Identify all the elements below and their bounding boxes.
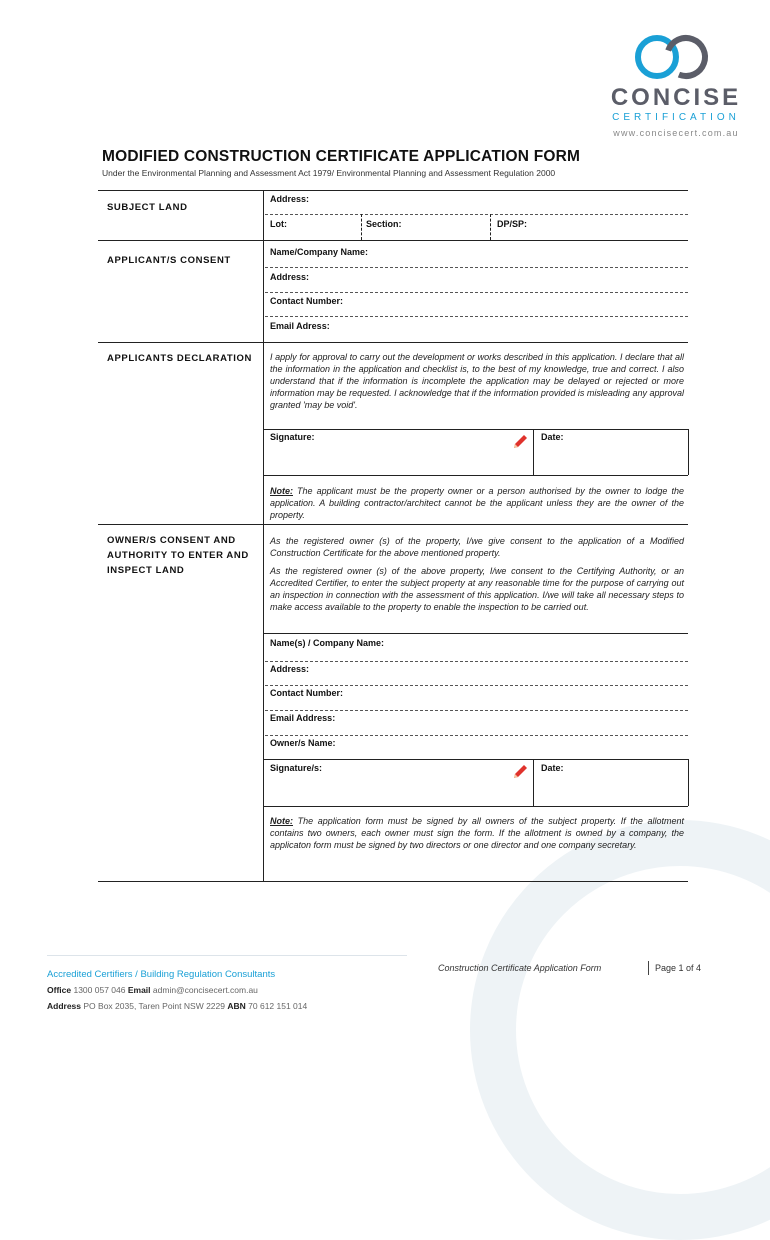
abn-label: ABN	[227, 1001, 246, 1011]
field-divider	[265, 292, 688, 293]
field-divider	[265, 661, 688, 662]
note-label: Note:	[270, 816, 293, 826]
field-name-company-label: Name/Company Name:	[270, 247, 369, 257]
signature-box-right	[688, 759, 689, 806]
field-divider	[361, 214, 362, 240]
signature-date-divider	[533, 759, 534, 806]
field-divider	[265, 214, 688, 215]
field-section-label: Section:	[366, 219, 402, 229]
pencil-icon	[511, 763, 529, 781]
logo-name: CONCISE	[610, 84, 742, 111]
owner-consent-text: As the registered owner (s) of the property, I/we give consent to the application of a Modified Construction Certificate for the above mentioned property.	[270, 536, 684, 558]
owner-label-line: AUTHORITY TO ENTER AND	[107, 550, 249, 561]
field-divider	[265, 267, 688, 268]
signature-box-top	[263, 759, 688, 760]
footer-form-name: Construction Certificate Application Form	[438, 963, 602, 973]
abn-number: 70 612 151 014	[248, 1001, 308, 1011]
table-top-border	[98, 190, 688, 191]
footer-separator	[648, 961, 649, 975]
field-date-label: Date:	[541, 432, 564, 442]
note-text: The application form must be signed by all owners of the subject property. If the allotment contains two owners, each owner must sign the form. If the allotment is owned by a company, the applicaton form must be signed by two directors or one director and one company secretary.	[270, 816, 684, 850]
field-divider	[265, 710, 688, 711]
address-label: Address	[47, 1001, 82, 1011]
field-address-label: Address:	[270, 272, 310, 282]
footer-rule	[47, 955, 407, 956]
section-label-owner	[107, 533, 249, 578]
field-lot-label: Lot:	[270, 219, 287, 229]
section-label-subject-land: SUBJECT LAND	[107, 202, 188, 213]
field-owners-name-label: Owner/s Name:	[270, 738, 336, 748]
page-subtitle: Under the Environmental Planning and Assessment Act 1979/ Environmental Planning and Assessment Regulation 2000	[102, 168, 556, 178]
note-text: The applicant must be the property owner or a person authorised by the owner to lodge the application. A building contractor/architect cannot be the applicant unless they are the owner of the property.	[270, 486, 684, 520]
signature-box-bottom	[263, 806, 688, 807]
owner-label-line: OWNER/S CONSENT AND	[107, 535, 236, 546]
field-email-label: Email Address:	[270, 713, 336, 723]
field-email-label: Email Adress:	[270, 321, 330, 331]
table-bottom-border	[98, 881, 688, 882]
section-border	[98, 240, 688, 241]
office-phone: 1300 057 046	[73, 985, 126, 995]
watermark-ring	[470, 820, 770, 1240]
field-address-label: Address:	[270, 664, 310, 674]
field-owner-name-label: Name(s) / Company Name:	[270, 638, 385, 648]
signature-date-divider	[533, 429, 534, 475]
office-email: admin@concisecert.com.au	[152, 985, 258, 995]
section-label-declaration: APPLICANTS DECLARATION	[107, 353, 252, 364]
field-contact-label: Contact Number:	[270, 688, 344, 698]
field-signature-label: Signature/s:	[270, 763, 323, 773]
postal-address: PO Box 2035, Taren Point NSW 2229	[83, 1001, 225, 1011]
field-divider	[265, 685, 688, 686]
field-divider	[490, 214, 491, 240]
declaration-text: I apply for approval to carry out the development or works described in this application. I declare that all the information in the application and checklist is, to the best of my knowledge, true and correct. I also understand that if the information is incomplete the application may be delayed or rejected or more information may be requested. I acknowledge that if the information provided is misleading any approval granted 'may be void'.	[270, 352, 684, 410]
signature-box-right	[688, 429, 689, 475]
note-label: Note:	[270, 486, 293, 496]
field-date-label: Date:	[541, 763, 564, 773]
page-number: Page 1 of 4	[655, 963, 702, 973]
pencil-icon	[511, 433, 529, 451]
owner-note	[270, 815, 684, 851]
page-title: MODIFIED CONSTRUCTION CERTIFICATE APPLICATION FORM	[102, 148, 581, 165]
footer-contact-line	[47, 985, 258, 995]
signature-box-top	[263, 429, 688, 430]
field-contact-label: Contact Number:	[270, 296, 344, 306]
logo-subtitle: CERTIFICATION	[612, 112, 740, 123]
owner-authority-text: As the registered owner (s) of the above property, I/we consent to the Certifying Authority, or an Accredited Certifier, to enter the subject property at any reasonable time for the purpose of carrying out an inspection in connection with the assessment of this application. I/we will take all necessary steps to make access available to the property to enable the inspection to be carried out.	[270, 566, 684, 612]
section-label-applicant: APPLICANT/S CONSENT	[107, 255, 231, 266]
logo-url: www.concisecert.com.au	[613, 128, 739, 138]
owner-label-line: INSPECT LAND	[107, 565, 185, 576]
field-address-label: Address:	[270, 194, 310, 204]
footer-address-line	[47, 1001, 307, 1011]
field-dpsp-label: DP/SP:	[497, 219, 528, 229]
signature-box-bottom	[263, 475, 688, 476]
logo-rings-icon	[624, 32, 724, 84]
footer-tagline: Accredited Certifiers / Building Regulation Consultants	[47, 969, 276, 980]
field-divider	[265, 316, 688, 317]
company-logo	[596, 32, 756, 142]
email-label: Email	[127, 985, 151, 995]
declaration-note	[270, 485, 684, 521]
field-signature-label: Signature:	[270, 432, 315, 442]
office-label: Office	[47, 985, 72, 995]
field-divider	[265, 735, 688, 736]
section-border	[98, 524, 688, 525]
field-border	[263, 633, 688, 634]
section-border	[98, 342, 688, 343]
label-column-divider	[263, 190, 264, 881]
